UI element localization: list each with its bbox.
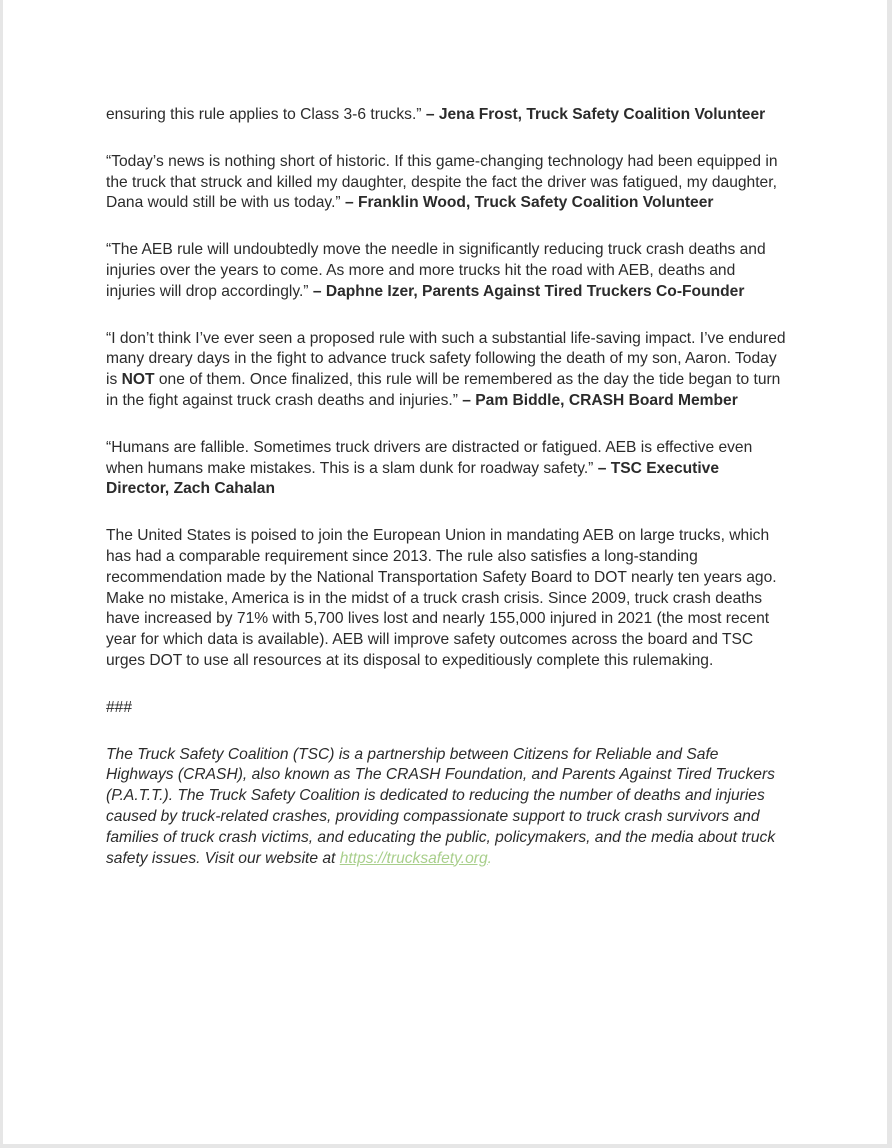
- press-release-content: [106, 105, 786, 895]
- boilerplate-text: The Truck Safety Coalition (TSC) is a partnership between Citizens for Reliable and Safe Highways (CRASH), also known as The CRASH Foundation, and Parents Against Tired Truckers (P.A.T.T.). The Truck Safety Coalition is dedicated to reducing the number of deaths and injuries caused by truck-related crashes, providing compassionate support to truck crash survivors and families of truck crash victims, and educating the public, policymakers, and the media about truck safety issues. Visit our website at: [106, 745, 776, 867]
- body-paragraph: The United States is poised to join the European Union in mandating AEB on large trucks, which has had a comparable requirement since 2013. The rule also satisfies a long-standing recommendation made by the National Transportation Safety Board to DOT nearly ten years ago. Make no mistake, America is in the midst of a truck crash crisis. Since 2009, truck crash deaths have increased by 71% with 5,700 lives lost and nearly 155,000 injured in 2021 (the most recent year for which data is available). AEB will improve safety outcomes across the board and TSC urges DOT to use all resources at its disposal to expeditiously complete this rulemaking.: [106, 527, 777, 669]
- quote-attribution: – Daphne Izer, Parents Against Tired Truckers Co-Founder: [308, 282, 745, 300]
- quote-text: “Today’s news is nothing short of historic. If this game-changing technology had been equipped in the truck that struck and killed my daughter, despite the fact the driver was fatigued, my daughter, Dana would still be with us today.”: [106, 152, 778, 212]
- boilerplate-link-suffix: .: [487, 849, 492, 867]
- boilerplate-paragraph: [106, 745, 786, 870]
- quote-daphne-izer: [106, 240, 786, 302]
- quote-franklin-wood: [106, 152, 786, 214]
- quote-text-continued: one of them. Once finalized, this rule will be remembered as the day the tide began to turn in the fight against truck crash deaths and injuries.”: [106, 371, 781, 409]
- quote-text: “I don’t think I’ve ever seen a proposed rule with such a substantial life-saving impact. I’ve endured many dreary days in the fight to advance truck safety following the death of my son, Aaron. Today is: [106, 329, 786, 389]
- quote-text: ensuring this rule applies to Class 3-6 trucks.”: [106, 106, 422, 123]
- quote-pam-biddle: [106, 329, 786, 412]
- quote-zach-cahalan: [106, 438, 786, 500]
- quote-attribution: – Franklin Wood, Truck Safety Coalition Volunteer: [340, 194, 714, 212]
- website-link[interactable]: https://trucksafety.org: [339, 849, 488, 867]
- quote-attribution: – Jena Frost, Truck Safety Coalition Volunteer: [421, 106, 766, 123]
- quote-emphasis: NOT: [121, 371, 155, 389]
- quote-jena-frost: [106, 105, 786, 126]
- quote-attribution: – TSC Executive Director, Zach Cahalan: [106, 459, 720, 498]
- quote-text: “Humans are fallible. Sometimes truck drivers are distracted or fatigued. AEB is effective even when humans make mistakes. This is a slam dunk for roadway safety.”: [106, 438, 753, 477]
- quote-text: “The AEB rule will undoubtedly move the needle in significantly reducing truck crash deaths and injuries over the years to come. As more and more trucks hit the road with AEB, deaths and injuries will drop accordingly.”: [106, 241, 766, 300]
- quote-attribution: – Pam Biddle, CRASH Board Member: [457, 391, 738, 409]
- document-page: [3, 0, 887, 1144]
- end-marker: ###: [106, 698, 133, 716]
